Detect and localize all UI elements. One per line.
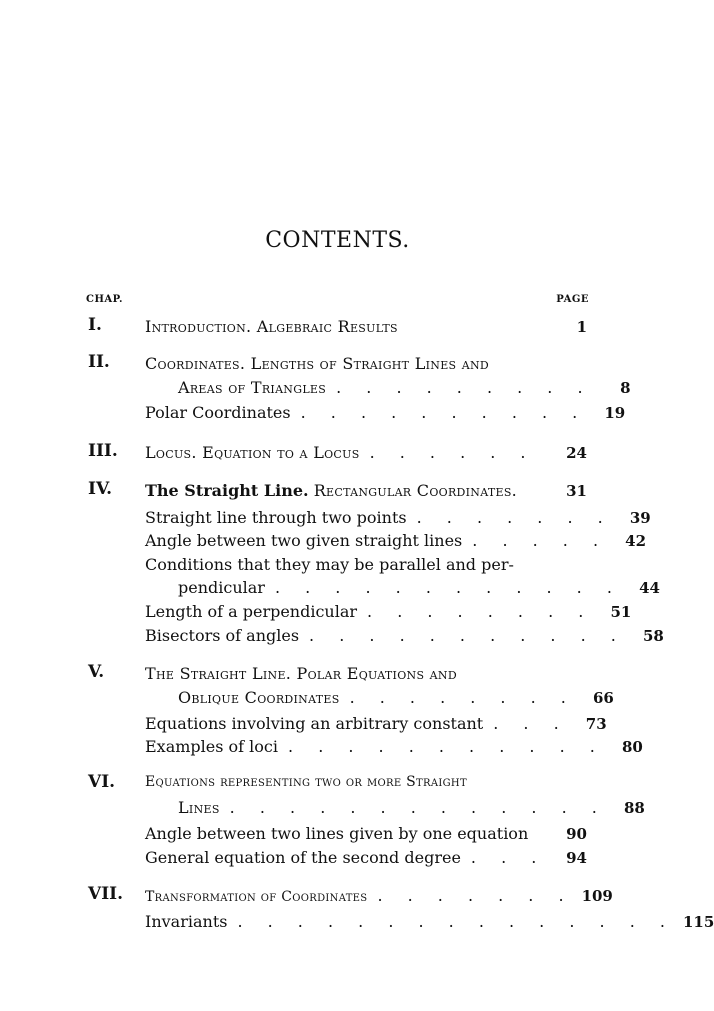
toc-entry bbox=[145, 317, 587, 336]
entry-page: 44 bbox=[639, 579, 660, 597]
entry-title: General equation of the second degree bbox=[145, 848, 461, 867]
toc-entry: Transformation of Coordinates . . . . . . . 109 bbox=[145, 886, 613, 905]
entry-title: Invariants bbox=[145, 912, 228, 931]
entry-page: 94 bbox=[566, 849, 587, 867]
toc-entry: Oblique Coordinates . . . . . . . . 66 bbox=[178, 688, 614, 707]
toc-entry: Locus. Equation to a Locus . . . . . . 24 bbox=[145, 443, 587, 462]
chapter-number: I. bbox=[88, 315, 102, 335]
entry-title: Bisectors of angles bbox=[145, 626, 300, 645]
entry-page: 109 bbox=[581, 887, 613, 905]
entry-title: The Straight Line. Rectangular Coordinates. bbox=[145, 481, 517, 500]
entry-title: Examples of loci bbox=[145, 737, 279, 756]
entry-title: Equations involving an arbitrary constant bbox=[145, 714, 484, 733]
entry-title: Introduction. Algebraic Results bbox=[145, 317, 398, 336]
toc-entry bbox=[145, 824, 587, 843]
chapter-number: III. bbox=[88, 441, 118, 461]
entry-title: Angle between two given straight lines bbox=[145, 531, 463, 550]
page-column-header: PAGE bbox=[556, 294, 589, 305]
toc-entry: General equation of the second degree . . . 94 bbox=[145, 848, 587, 867]
entry-page: 51 bbox=[610, 603, 632, 621]
toc-entry: Lines . . . . . . . . . . . . . 88 bbox=[178, 798, 645, 817]
toc-entry: Polar Coordinates . . . . . . . . . . 19 bbox=[145, 403, 626, 422]
toc-entry bbox=[145, 481, 587, 500]
entry-title: Locus. Equation to a Locus bbox=[145, 443, 360, 462]
entry-page: 19 bbox=[604, 404, 626, 422]
toc-entry: Invariants . . . . . . . . . . . . . . . 115 bbox=[145, 912, 714, 931]
entry-title: Areas of Triangles bbox=[178, 378, 327, 397]
entry-title: pendicular bbox=[178, 578, 265, 597]
entry-title: Length of a perpendicular bbox=[145, 602, 358, 621]
toc-entry: Areas of Triangles . . . . . . . . . 8 bbox=[178, 378, 631, 397]
entry-title: Equations representing two or more Straight bbox=[145, 774, 467, 790]
chapter-number: VII. bbox=[88, 884, 124, 904]
entry-page: 88 bbox=[623, 799, 645, 817]
entry-title: Conditions that they may be parallel and per- bbox=[145, 555, 514, 574]
entry-page: 31 bbox=[566, 482, 587, 500]
toc-entry: Examples of loci . . . . . . . . . . . 80 bbox=[145, 737, 643, 756]
entry-title: The Straight Line. Polar Equations and bbox=[145, 664, 457, 683]
entry-page: 24 bbox=[566, 444, 587, 462]
entry-page: 90 bbox=[566, 825, 587, 843]
entry-title: Angle between two lines given by one equation bbox=[145, 824, 529, 843]
entry-page: 58 bbox=[642, 627, 664, 645]
toc-entry: pendicular . . . . . . . . . . . . 44 bbox=[178, 578, 660, 597]
chapter-column-header: CHAP. bbox=[86, 294, 124, 305]
entry-title: Coordinates. Lengths of Straight Lines and bbox=[145, 354, 490, 373]
toc-entry: Equations involving an arbitrary constant . . . 73 bbox=[145, 714, 607, 733]
entry-page: 39 bbox=[629, 509, 651, 527]
entry-title-bold: The Straight Line. bbox=[145, 481, 309, 500]
chapter-number: IV. bbox=[88, 479, 113, 499]
chapter-number: VI. bbox=[88, 772, 116, 792]
toc-entry: Bisectors of angles . . . . . . . . . . . 58 bbox=[145, 626, 664, 645]
entry-title: Transformation of Coordinates bbox=[145, 889, 368, 905]
toc-entry: Straight line through two points . . . . . . . 39 bbox=[145, 508, 651, 527]
page-title: CONTENTS. bbox=[265, 228, 410, 253]
toc-entry: Angle between two given straight lines . . . . . 42 bbox=[145, 531, 647, 550]
chapter-number: II. bbox=[88, 352, 110, 372]
entry-title: Lines bbox=[178, 798, 220, 817]
entry-page: 115 bbox=[682, 913, 714, 931]
entry-title: Oblique Coordinates bbox=[178, 688, 340, 707]
entry-page: 73 bbox=[585, 715, 607, 733]
entry-title: Straight line through two points bbox=[145, 508, 407, 527]
entry-page: 8 bbox=[620, 379, 631, 397]
toc-entry: Length of a perpendicular . . . . . . . . 51 bbox=[145, 602, 632, 621]
entry-page: 42 bbox=[625, 532, 647, 550]
entry-page: 66 bbox=[592, 689, 614, 707]
entry-page: 1 bbox=[576, 318, 587, 336]
entry-page: 80 bbox=[621, 738, 643, 756]
chapter-number: V. bbox=[88, 662, 105, 682]
entry-title: Polar Coordinates bbox=[145, 403, 291, 422]
entry-title-sc: Rectangular Coordinates bbox=[313, 481, 512, 500]
